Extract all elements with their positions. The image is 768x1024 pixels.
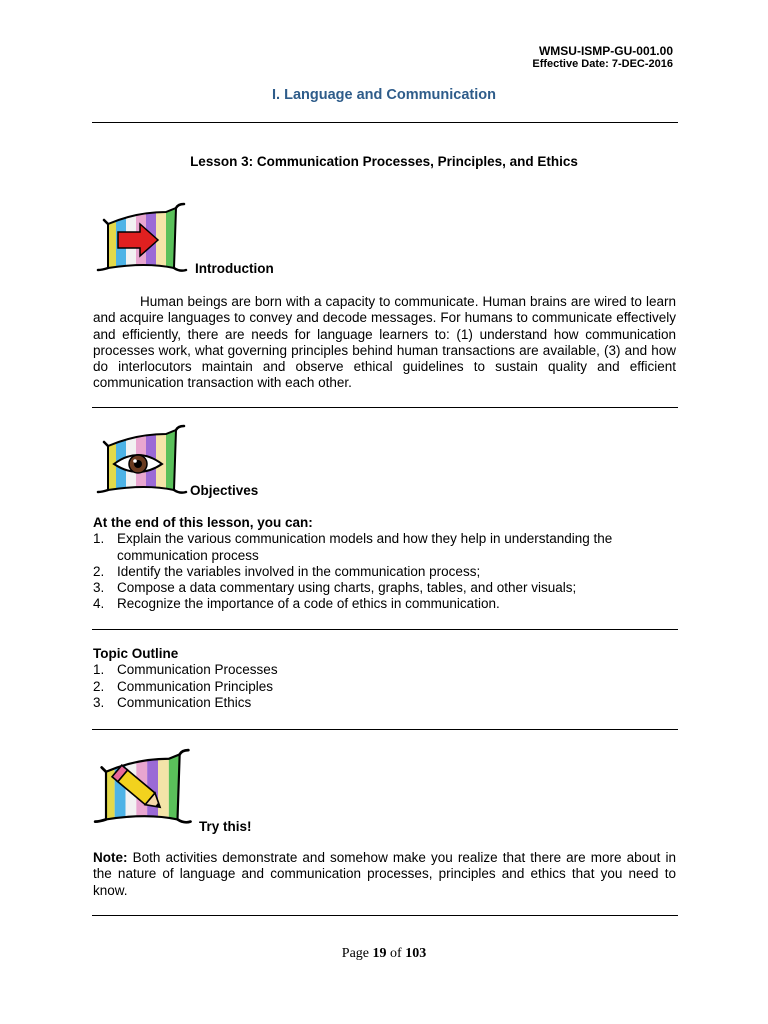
divider [92,407,678,408]
objectives-heading: Objectives [190,483,259,498]
divider [92,729,678,730]
divider [92,122,678,123]
note-label: Note: [93,850,128,865]
list-item: 1. Explain the various communication models and how they help in understanding the communication process [93,531,613,563]
try-this-heading: Try this! [199,819,252,834]
introduction-paragraph [93,294,676,392]
introduction-heading: Introduction [195,261,274,276]
list-item: 2. Communication Principles [93,678,274,694]
divider [92,915,678,916]
page-number: Page 19 of 103 [341,946,427,961]
pencil-icon [93,746,197,830]
list-item: 1. Communication Processes [93,662,278,678]
topic-outline-heading: Topic Outline [93,646,179,661]
lesson-title: Lesson 3: Communication Processes, Principles, and Ethics [190,154,578,169]
list-item: 3. Compose a data commentary using charts, graphs, tables, and other visuals; [93,580,577,596]
introduction-text: Human beings are born with a capacity to communicate. Human brains are wired to learn and acquire languages to convey and decode messages. For humans to communicate effectively and efficiently, there are needs for language learners to: (1) understand how communication processes work, what governing principles behind human transactions are available, (3) and how do interlocutors maintain and observe ethical guidelines to sustain quality and efficient communication transaction with each other. [93,294,676,391]
objectives-list [93,515,676,613]
note-paragraph [93,850,676,899]
section-title: I. Language and Communication [272,87,496,103]
note-text: Both activities demonstrate and somehow make you realize that there are more about in the nature of language and communication processes, principles and ethics that you need to know. [93,850,676,898]
eye-icon [96,424,192,498]
document-code: WMSU-ISMP-GU-001.00 [538,44,673,58]
list-item: 4. Recognize the importance of a code of ethics in communication. [93,596,500,612]
arrow-icon [96,202,192,276]
objectives-lead: At the end of this lesson, you can: [93,515,313,530]
list-item: 2. Identify the variables involved in the communication process; [93,563,481,579]
topic-outline [93,646,676,711]
divider [92,629,678,630]
effective-date: Effective Date: 7-DEC-2016 [532,58,673,70]
document-id-block [532,44,673,71]
list-item: 3. Communication Ethics [93,694,252,710]
